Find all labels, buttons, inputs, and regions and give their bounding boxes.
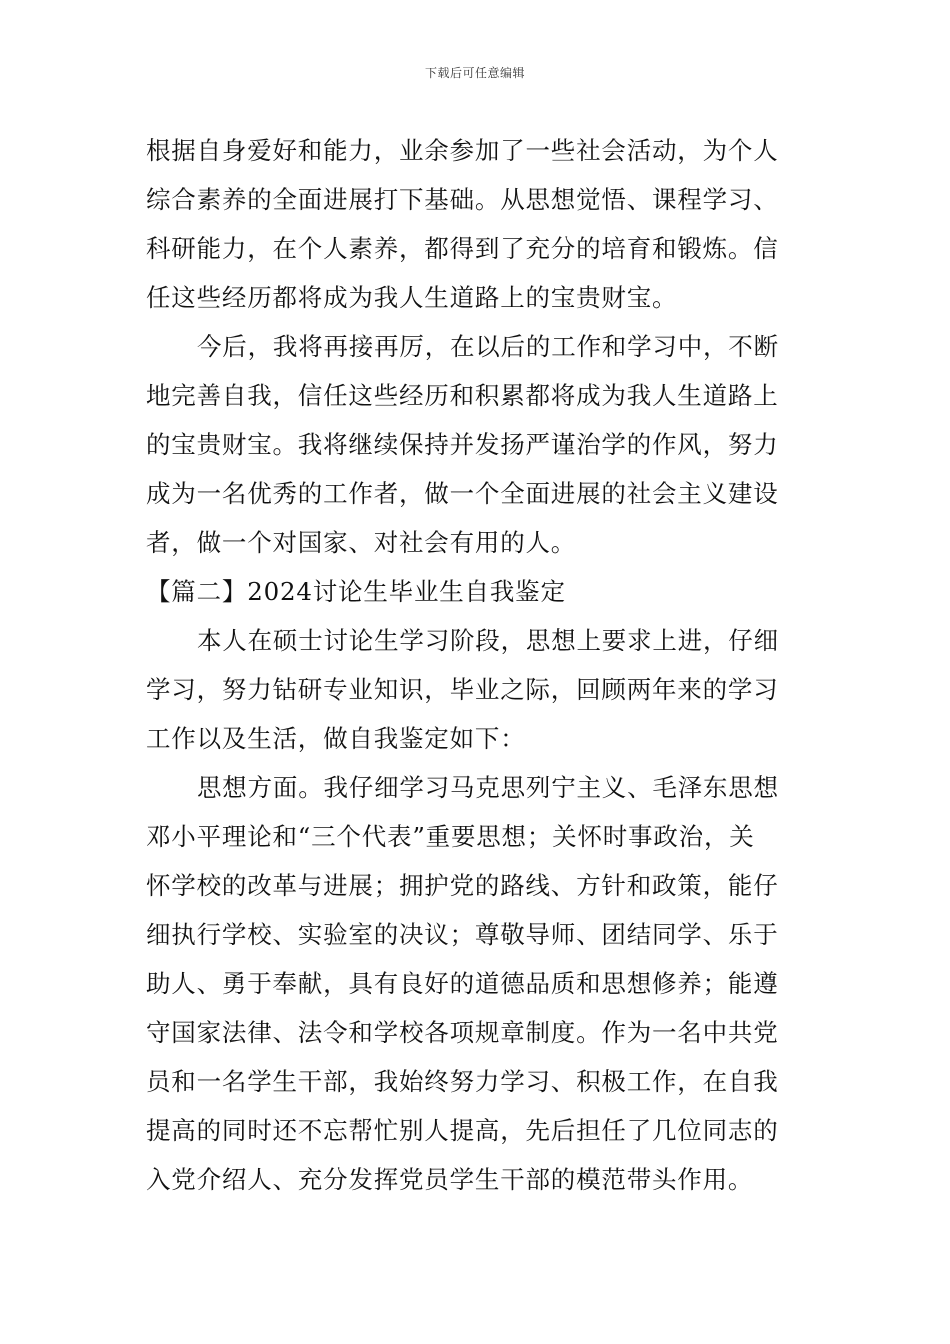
text-line: 助人、勇于奉献，具有良好的道德品质和思想修养；能遵 — [146, 969, 779, 998]
text-line: 者，做一个对国家、对社会有用的人。 — [146, 528, 577, 557]
text-line: 邓小平理论和“三个代表”重要思想；关怀时事政治，关 — [146, 822, 755, 851]
text-line: 员和一名学生干部，我始终努力学习、积极工作，在自我 — [146, 1067, 779, 1096]
text-line: 的宝贵财宝。我将继续保持并发扬严谨治学的作风，努力 — [146, 430, 779, 459]
text-line: 提高的同时还不忘帮忙别人提高，先后担任了几位同志的 — [146, 1116, 779, 1145]
text-line: 今后，我将再接再厉，在以后的工作和学习中，不断 — [197, 332, 779, 361]
text-line: 工作以及生活，做自我鉴定如下： — [146, 724, 526, 753]
section-title: 【篇二】2024讨论生毕业生自我鉴定 — [146, 577, 566, 606]
document-body — [146, 126, 806, 1204]
text-line: 守国家法律、法令和学校各项规章制度。作为一名中共党 — [146, 1018, 779, 1047]
paragraph-2 — [146, 322, 806, 567]
text-line: 细执行学校、实验室的决议；尊敬导师、团结同学、乐于 — [146, 920, 779, 949]
text-line: 本人在硕士讨论生学习阶段，思想上要求上进，仔细 — [197, 626, 779, 655]
paragraph-1 — [146, 126, 806, 322]
paragraph-4 — [146, 763, 806, 1204]
text-line: 成为一名优秀的工作者，做一个全面进展的社会主义建设 — [146, 479, 779, 508]
text-line: 根据自身爱好和能力，业余参加了一些社会活动，为个人 — [146, 136, 779, 165]
text-line: 科研能力，在个人素养，都得到了充分的培育和锻炼。信 — [146, 234, 779, 263]
text-line: 怀学校的改革与进展；拥护党的路线、方针和政策，能仔 — [146, 871, 779, 900]
paragraph-3 — [146, 616, 806, 763]
text-line: 综合素养的全面进展打下基础。从思想觉悟、课程学习、 — [146, 185, 779, 214]
text-line: 任这些经历都将成为我人生道路上的宝贵财宝。 — [146, 283, 678, 312]
text-line: 思想方面。我仔细学习马克思列宁主义、毛泽东思想 — [197, 773, 779, 802]
text-line: 地完善自我，信任这些经历和积累都将成为我人生道路上 — [146, 381, 779, 410]
page-header-note: 下载后可任意编辑 — [424, 66, 525, 80]
text-line: 学习，努力钻研专业知识，毕业之际，回顾两年来的学习 — [146, 675, 779, 704]
text-line: 入党介绍人、充分发挥党员学生干部的模范带头作用。 — [146, 1165, 754, 1194]
